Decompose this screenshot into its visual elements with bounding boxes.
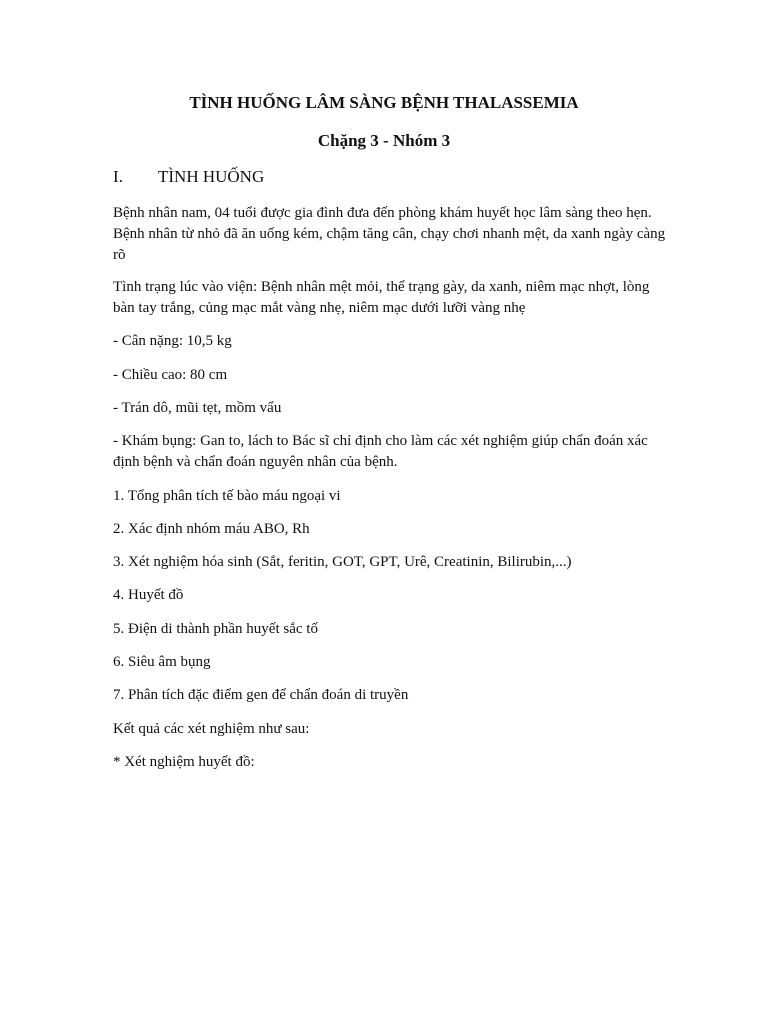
paragraph-abdominal-exam: - Khám bụng: Gan to, lách to Bác sĩ chỉ định cho làm các xét nghiệm giúp chẩn đoán xác định bệnh và chẩn đoán nguyên nhân của bệnh. [113,433,648,470]
test-list-item: 5. Điện di thành phần huyết sắc tố [113,621,318,637]
paragraph-admission-status: Tình trạng lúc vào viện: Bệnh nhân mệt mỏi, thể trạng gày, da xanh, niêm mạc nhợt, lòng bàn tay trắng, củng mạc mắt vàng nhẹ, niêm mạc dưới lưỡi vàng nhẹ [113,279,650,316]
paragraph-height: - Chiều cao: 80 cm [113,367,228,383]
section-heading [113,167,264,187]
test-list-item: 2. Xác định nhóm máu ABO, Rh [113,521,310,537]
test-list-item: 7. Phân tích đặc điểm gen để chẩn đoán di truyền [113,687,409,703]
document-title: TÌNH HUỐNG LÂM SÀNG BỆNH THALASSEMIA [189,93,579,112]
test-list-item: 6. Siêu âm bụng [113,654,211,670]
document-subtitle: Chặng 3 - Nhóm 3 [317,131,451,150]
test-list-item: 4. Huyết đồ [113,587,184,603]
paragraph-patient-intro: Bệnh nhân nam, 04 tuổi được gia đình đưa đến phòng khám huyết học lâm sàng theo hẹn. Bệnh nhân từ nhỏ đã ăn uống kém, chậm tăng cân, chạy chơi nhanh mệt, da xanh ngày càng rõ [113,205,666,263]
paragraph-results-intro: Kết quả các xét nghiệm như sau: [113,721,310,737]
paragraph-weight: - Cân nặng: 10,5 kg [113,333,232,349]
test-list-item: 3. Xét nghiệm hóa sinh (Sắt, feritin, GOT, GPT, Urê, Creatinin, Bilirubin,...) [113,554,572,570]
section-title: TÌNH HUỐNG [158,167,265,186]
paragraph-blood-smear-heading: * Xét nghiệm huyết đồ: [113,754,255,770]
paragraph-face-features: - Trán dô, mũi tẹt, mồm vẩu [113,400,282,416]
section-number: I. [113,167,123,186]
test-list-item: 1. Tổng phân tích tế bào máu ngoại vi [113,488,341,504]
